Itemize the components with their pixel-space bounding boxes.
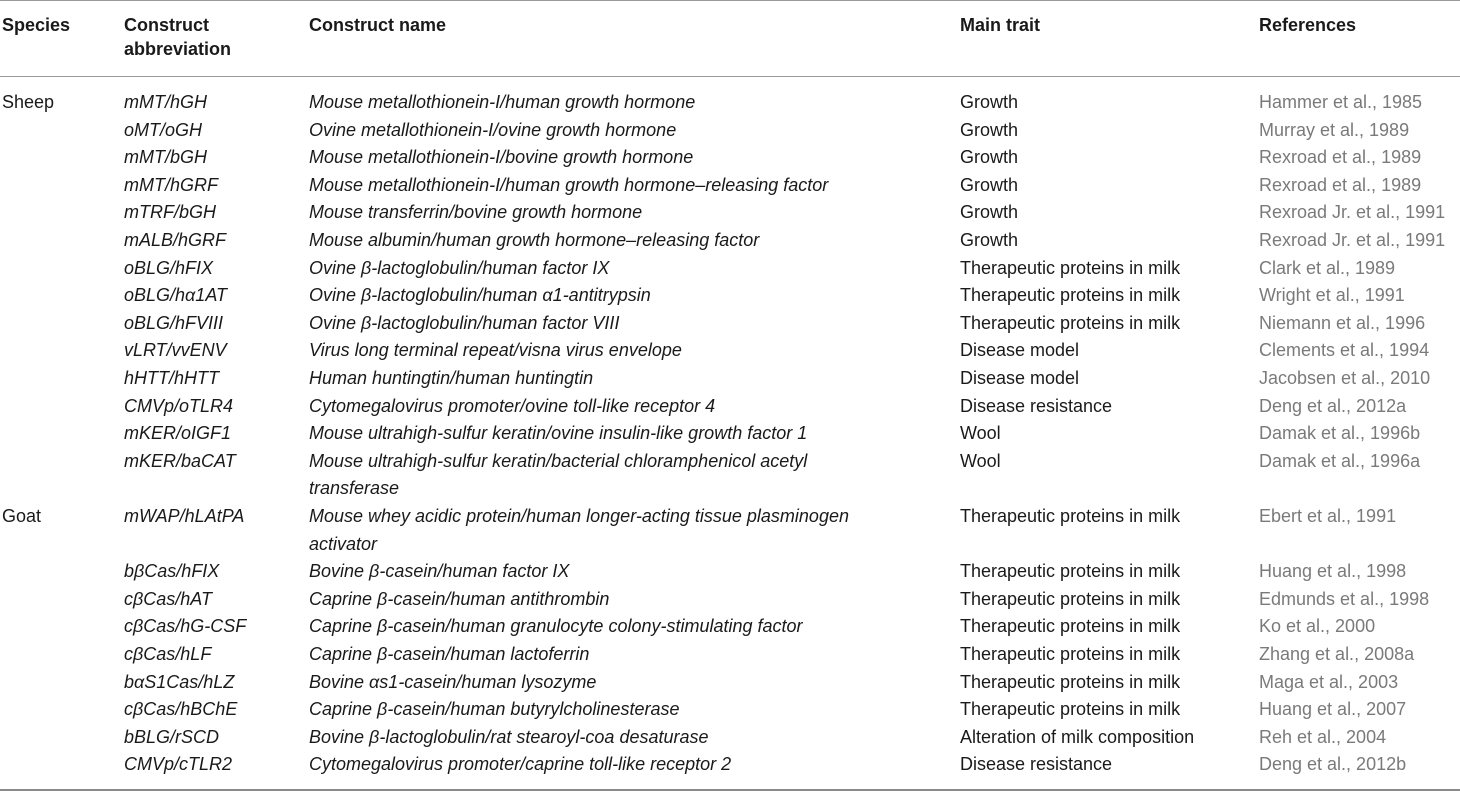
reference-link: Rexroad et al., 1989 [1259, 174, 1422, 195]
main-trait-cell: Alteration of milk composition [960, 726, 1195, 747]
reference-link: Murray et al., 1989 [1259, 119, 1410, 140]
reference-link: Huang et al., 2007 [1259, 699, 1407, 720]
construct-abbreviation-cell: CMVp/oTLR4 [124, 395, 234, 416]
reference-link: Ko et al., 2000 [1259, 616, 1376, 637]
construct-abbreviation-cell: hHTT/hHTT [124, 368, 220, 388]
construct-abbreviation-cell: cβCas/hAT [124, 588, 212, 609]
reference-link: Rexroad et al., 1989 [1259, 147, 1422, 168]
main-trait-cell: Growth [960, 174, 1019, 195]
reference-link: Wright et al., 1991 [1259, 285, 1405, 306]
construct-name-cell: Mouse metallothionein-I/bovine growth hormone [309, 147, 694, 168]
construct-abbreviation-cell: oMT/oGH [124, 119, 203, 140]
construct-name-cell: Mouse ultrahigh-sulfur keratin/bacterial chloramphenicol acetyl [309, 450, 808, 471]
construct-abbreviation-cell: mKER/oIGF1 [124, 423, 232, 444]
main-trait-cell: Growth [960, 202, 1019, 223]
construct-name-cell: Caprine β-casein/human butyrylcholinesterase [309, 699, 680, 720]
construct-name-cell: Bovine αs1-casein/human lysozyme [309, 671, 597, 692]
construct-name-cell: Ovine metallothionein-I/ovine growth hormone [309, 119, 677, 140]
header-species: Species [2, 15, 71, 35]
header-references: References [1259, 15, 1357, 35]
reference-link: Huang et al., 1998 [1259, 561, 1407, 582]
construct-name-cell: Mouse ultrahigh-sulfur keratin/ovine insulin-like growth factor 1 [309, 423, 808, 444]
header-main-trait: Main trait [960, 15, 1041, 35]
construct-name-cell: Cytomegalovirus promoter/ovine toll-like receptor 4 [309, 395, 716, 416]
construct-abbreviation-cell: CMVp/cTLR2 [124, 754, 233, 775]
reference-link: Hammer et al., 1985 [1259, 92, 1423, 112]
construct-name-cell: Mouse albumin/human growth hormone–releasing factor [309, 230, 760, 250]
main-trait-cell: Therapeutic proteins in milk [960, 312, 1181, 333]
main-trait-cell: Wool [960, 423, 1001, 444]
reference-link: Deng et al., 2012a [1259, 395, 1407, 416]
reference-link: Damak et al., 1996b [1259, 423, 1421, 444]
construct-abbreviation-cell: oBLG/hα1AT [124, 285, 227, 306]
construct-abbreviation-cell: cβCas/hG-CSF [124, 616, 247, 637]
species-cell: Goat [2, 506, 42, 526]
construct-abbreviation-cell: bβCas/hFIX [124, 561, 220, 582]
main-trait-cell: Growth [960, 230, 1019, 250]
reference-link: Zhang et al., 2008a [1259, 644, 1415, 664]
main-trait-cell: Therapeutic proteins in milk [960, 285, 1181, 306]
construct-name-cell: activator [309, 533, 378, 554]
reference-link: Deng et al., 2012b [1259, 754, 1407, 775]
table-top-rule [0, 0, 1460, 1]
construct-abbreviation-cell: bαS1Cas/hLZ [124, 671, 235, 692]
main-trait-cell: Therapeutic proteins in milk [960, 257, 1181, 278]
header-abbr-line2: abbreviation [124, 39, 232, 59]
header-construct-name: Construct name [309, 15, 447, 35]
construct-abbreviation-cell: mTRF/bGH [124, 202, 216, 223]
table-bottom-rule [0, 789, 1460, 791]
construct-name-cell: Ovine β-lactoglobulin/human factor VIII [309, 312, 620, 333]
construct-name-cell: Caprine β-casein/human antithrombin [309, 588, 610, 609]
main-trait-cell: Wool [960, 450, 1001, 471]
reference-link: Edmunds et al., 1998 [1259, 588, 1430, 609]
construct-name-cell: Caprine β-casein/human granulocyte colony-stimulating factor [309, 616, 803, 637]
reference-link: Reh et al., 2004 [1259, 726, 1387, 747]
construct-abbreviation-cell: mMT/hGRF [124, 174, 218, 195]
reference-link: Ebert et al., 1991 [1259, 506, 1397, 526]
construct-name-cell: Cytomegalovirus promoter/caprine toll-like receptor 2 [309, 754, 732, 775]
main-trait-cell: Therapeutic proteins in milk [960, 699, 1181, 720]
construct-name-cell: Virus long terminal repeat/visna virus envelope [309, 340, 682, 361]
species-cell: Sheep [2, 92, 55, 112]
construct-abbreviation-cell: cβCas/hLF [124, 644, 212, 664]
construct-abbreviation-cell: oBLG/hFVIII [124, 312, 224, 333]
construct-abbreviation-cell: mMT/bGH [124, 147, 207, 168]
reference-link: Jacobsen et al., 2010 [1259, 368, 1431, 388]
reference-link: Clements et al., 1994 [1259, 340, 1430, 361]
reference-link: Damak et al., 1996a [1259, 450, 1421, 471]
construct-name-cell: Ovine β-lactoglobulin/human factor IX [309, 257, 610, 278]
construct-name-cell: Mouse metallothionein-I/human growth hormone [309, 92, 696, 112]
construct-name-cell: Bovine β-lactoglobulin/rat stearoyl-coa desaturase [309, 726, 709, 747]
construct-abbreviation-cell: mALB/hGRF [124, 230, 227, 250]
main-trait-cell: Disease resistance [960, 395, 1113, 416]
header-construct-abbreviation [124, 13, 231, 61]
construct-name-cell: Human huntingtin/human huntingtin [309, 368, 594, 388]
construct-name-cell: Bovine β-casein/human factor IX [309, 561, 570, 582]
construct-abbreviation-cell: mKER/baCAT [124, 450, 236, 471]
main-trait-cell: Therapeutic proteins in milk [960, 506, 1181, 526]
construct-name-cell: Caprine β-casein/human lactoferrin [309, 644, 590, 664]
main-trait-cell: Disease model [960, 368, 1080, 388]
main-trait-cell: Therapeutic proteins in milk [960, 644, 1181, 664]
reference-link: Maga et al., 2003 [1259, 671, 1399, 692]
construct-abbreviation-cell: bBLG/rSCD [124, 726, 220, 747]
main-trait-cell: Growth [960, 92, 1019, 112]
reference-link: Rexroad Jr. et al., 1991 [1259, 202, 1446, 223]
main-trait-cell: Disease resistance [960, 754, 1113, 775]
main-trait-cell: Therapeutic proteins in milk [960, 561, 1181, 582]
construct-name-cell: Ovine β-lactoglobulin/human α1-antitrypsin [309, 285, 651, 306]
construct-abbreviation-cell: mMT/hGH [124, 92, 207, 112]
construct-abbreviation-cell: vLRT/vvENV [124, 340, 227, 361]
construct-name-cell: Mouse whey acidic protein/human longer-acting tissue plasminogen [309, 506, 849, 526]
reference-link: Rexroad Jr. et al., 1991 [1259, 230, 1446, 250]
main-trait-cell: Therapeutic proteins in milk [960, 671, 1181, 692]
construct-name-cell: Mouse metallothionein-I/human growth hormone–releasing factor [309, 174, 829, 195]
header-rule [0, 76, 1460, 77]
main-trait-cell: Growth [960, 147, 1019, 168]
main-trait-cell: Disease model [960, 340, 1080, 361]
main-trait-cell: Therapeutic proteins in milk [960, 588, 1181, 609]
construct-name-cell: transferase [309, 478, 400, 499]
construct-abbreviation-cell: cβCas/hBChE [124, 699, 238, 720]
reference-link: Clark et al., 1989 [1259, 257, 1396, 278]
construct-abbreviation-cell: oBLG/hFIX [124, 257, 214, 278]
reference-link: Niemann et al., 1996 [1259, 312, 1426, 333]
header-abbr-line1: Construct [124, 15, 209, 35]
main-trait-cell: Therapeutic proteins in milk [960, 616, 1181, 637]
construct-name-cell: Mouse transferrin/bovine growth hormone [309, 202, 643, 223]
construct-abbreviation-cell: mWAP/hLAtPA [124, 506, 245, 526]
main-trait-cell: Growth [960, 119, 1019, 140]
